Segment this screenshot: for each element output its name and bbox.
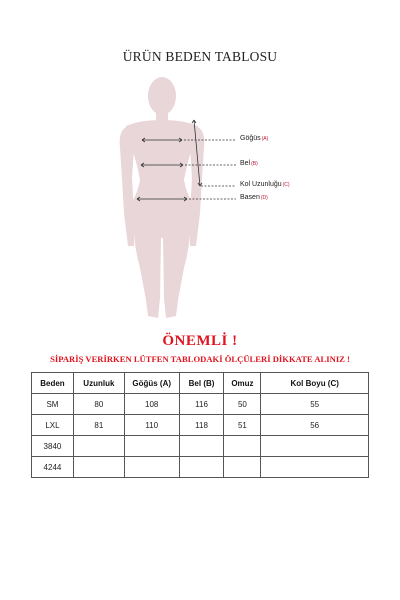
measurement-name: Göğüs — [240, 135, 261, 142]
header-chest: Göğüs (A) — [124, 373, 179, 394]
table-cell — [179, 457, 224, 478]
order-warning: SİPARİŞ VERİRKEN LÜTFEN TABLODAKİ ÖLÇÜLERİ DİKKATE ALINIZ ! — [50, 354, 350, 364]
measurement-code: (C) — [282, 182, 290, 188]
page-title: ÜRÜN BEDEN TABLOSU — [122, 49, 278, 64]
table-cell — [73, 457, 124, 478]
measurement-label-chest — [240, 135, 268, 142]
measurement-code: (D) — [260, 195, 268, 201]
header-shoulder: Omuz — [224, 373, 261, 394]
measurement-code: (B) — [251, 161, 258, 167]
measurement-name: Bel — [240, 160, 251, 167]
table-cell: 51 — [224, 415, 261, 436]
measurement-name: Kol Uzunluğu — [240, 181, 282, 188]
measurement-name: Basen — [240, 194, 260, 201]
table-cell: 80 — [73, 394, 124, 415]
table-cell — [224, 436, 261, 457]
table-cell — [261, 436, 369, 457]
table-cell: 108 — [124, 394, 179, 415]
table-cell: 81 — [73, 415, 124, 436]
table-row — [32, 457, 369, 478]
table-cell — [261, 457, 369, 478]
table-row — [32, 415, 369, 436]
table-cell: 4244 — [32, 457, 74, 478]
body-silhouette — [0, 68, 400, 328]
table-row — [32, 394, 369, 415]
table-cell: LXL — [32, 415, 74, 436]
important-heading: ÖNEMLİ ! — [162, 333, 238, 349]
table-cell: SM — [32, 394, 74, 415]
measurement-label-sleeve — [240, 181, 290, 188]
table-cell: 50 — [224, 394, 261, 415]
header-size: Beden — [32, 373, 74, 394]
table-cell — [179, 436, 224, 457]
table-cell — [73, 436, 124, 457]
header-waist: Bel (B) — [179, 373, 224, 394]
table-cell: 110 — [124, 415, 179, 436]
table-cell: 56 — [261, 415, 369, 436]
size-chart-table — [31, 372, 369, 478]
measurement-label-hips — [240, 194, 268, 201]
header-sleeve: Kol Boyu (C) — [261, 373, 369, 394]
table-cell: 3840 — [32, 436, 74, 457]
measurement-code: (A) — [261, 136, 269, 142]
table-cell — [124, 436, 179, 457]
table-cell: 55 — [261, 394, 369, 415]
table-cell — [224, 457, 261, 478]
header-length: Uzunluk — [73, 373, 124, 394]
table-row — [32, 436, 369, 457]
table-cell: 118 — [179, 415, 224, 436]
table-cell: 116 — [179, 394, 224, 415]
table-header-row — [32, 373, 369, 394]
measurement-label-waist — [240, 160, 258, 167]
body-figure-diagram — [0, 68, 400, 328]
table-cell — [124, 457, 179, 478]
